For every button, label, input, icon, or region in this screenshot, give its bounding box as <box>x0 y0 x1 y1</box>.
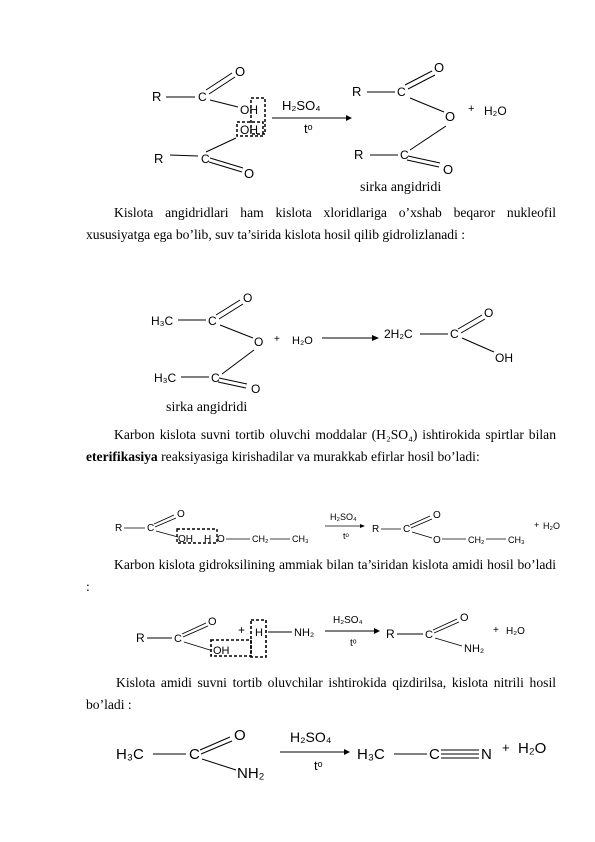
carbon-label: C <box>208 314 217 328</box>
paragraph-nitrile-formation: Kislota amidi suvni tortib oluvchilar ishtirokida qizdirilsa, kislota nitrili hosil bo’ladi : <box>86 675 556 712</box>
reagent-label: H₂SO₄ <box>290 729 332 745</box>
carbon-label: C <box>201 152 210 166</box>
ch3-label: CH₃ <box>508 535 525 545</box>
oxygen-label: O <box>433 510 441 521</box>
r-label: R <box>115 523 123 534</box>
paragraph-text: reaksiyasiga kirishadilar va murakkab efirlar hosil bo’ladi: <box>157 449 480 464</box>
nitrogen-label: N <box>481 746 492 763</box>
carbon-label: C <box>429 746 440 763</box>
amine-label: NH₂ <box>237 765 265 782</box>
reagent-label: H₂SO₄ <box>282 98 321 113</box>
carbon-label: C <box>425 629 433 641</box>
carbon-label: C <box>174 633 182 645</box>
oxygen-label: O <box>243 291 253 305</box>
plus-sign: + <box>468 103 475 115</box>
reagent-label: H₂SO₄ <box>333 615 363 626</box>
oh-label: OH <box>240 103 258 117</box>
oxygen-label: O <box>254 335 264 349</box>
carbon-label: C <box>211 371 220 385</box>
temperature-label: tᵒ <box>314 758 323 773</box>
h-label: H <box>204 534 212 545</box>
carbon-label: C <box>403 524 411 535</box>
ch3-label: CH₃ <box>292 534 309 544</box>
r-label: R <box>386 627 395 641</box>
temperature-label: tᵒ <box>350 638 357 649</box>
paragraph-anhydride-hydrolysis: Kislota angidridlari ham kislota xloridlariga o’xshab beqaror nukleofil xususiyatga ega bo’lib, suv ta’sirida kislota hosil qilib gidrolizlanadi : <box>86 205 556 242</box>
oxygen-label: O <box>460 612 469 624</box>
carbon-label: C <box>397 85 406 99</box>
oxygen-label: O <box>433 535 441 546</box>
oxygen-label: O <box>235 64 246 79</box>
product-label: 2H₂C <box>384 327 413 341</box>
carbon-label: C <box>198 90 207 104</box>
oxygen-label: O <box>443 162 454 177</box>
water-label: H₂O <box>292 335 313 347</box>
r-label: R <box>152 89 162 104</box>
oxygen-label: O <box>234 727 246 744</box>
methyl-label: H₃C <box>154 371 177 385</box>
amine-label: NH₂ <box>464 643 485 655</box>
temperature-label: tᵒ <box>343 531 349 541</box>
reaction-amide-formation <box>0 608 595 663</box>
plus-sign: + <box>274 334 280 345</box>
methyl-label: H₃C <box>357 746 385 763</box>
reaction-nitrile-formation <box>0 722 595 787</box>
plus-sign: + <box>238 623 246 637</box>
oxygen-label: O <box>484 306 494 320</box>
water-label: H₂O <box>543 521 560 531</box>
paragraph-text: Karbon kislota suvni tortib oluvchi moddalar (H₂SO₄) ishtirokida spirtlar bilan <box>114 427 556 442</box>
oxygen-label: O <box>177 509 185 520</box>
plus-sign: + <box>493 625 499 636</box>
water-label: H₂O <box>484 104 507 118</box>
r-label: R <box>372 524 380 535</box>
oxygen-label: O <box>244 166 255 181</box>
oxygen-label: O <box>445 109 456 124</box>
r-label: R <box>354 147 364 162</box>
amine-label: NH₂ <box>294 627 315 639</box>
carbon-label: C <box>450 327 459 341</box>
oxygen-label: O <box>434 60 445 75</box>
oh-label: OH <box>240 123 258 137</box>
r-label: R <box>352 84 362 99</box>
hydroxyl-label: OH <box>495 351 513 365</box>
caption: sirka angidridi <box>360 180 442 195</box>
methyl-label: H₃C <box>116 746 144 763</box>
r-label: R <box>154 151 164 166</box>
ch2-label: CH₂ <box>468 535 485 545</box>
reaction-anhydride-hydrolysis <box>0 282 595 417</box>
paragraph-esterification <box>86 424 556 468</box>
hydroxyl-label: OH <box>213 645 230 657</box>
carbon-label: C <box>147 523 155 534</box>
oxygen-label: O <box>217 534 225 545</box>
hydroxyl-label: OH <box>178 534 193 545</box>
plus-sign: + <box>502 740 510 755</box>
oxygen-label: O <box>208 616 217 628</box>
methyl-label: H₃C <box>151 314 174 328</box>
caption: sirka angidridi <box>166 400 248 415</box>
paragraph-amide-formation: Karbon kislota gidroksilining ammiak bilan ta’siridan kislota amidi hosil bo’ladi : <box>86 557 556 594</box>
reaction-esterification <box>0 503 595 551</box>
carbon-label: C <box>400 148 409 162</box>
carbon-label: C <box>189 746 200 763</box>
ch2-label: CH₂ <box>252 534 269 544</box>
oxygen-label: O <box>251 382 261 396</box>
h-label: H <box>255 627 263 639</box>
temperature-label: tᵒ <box>304 121 313 136</box>
term-eterifikasiya: eterifikasiya <box>86 449 158 464</box>
reaction-anhydride-formation <box>0 60 595 200</box>
water-label: H₂O <box>518 740 547 757</box>
reagent-label: H₂SO₄ <box>330 512 357 522</box>
water-label: H₂O <box>506 626 525 637</box>
plus-sign: + <box>534 520 540 530</box>
r-label: R <box>136 631 145 645</box>
